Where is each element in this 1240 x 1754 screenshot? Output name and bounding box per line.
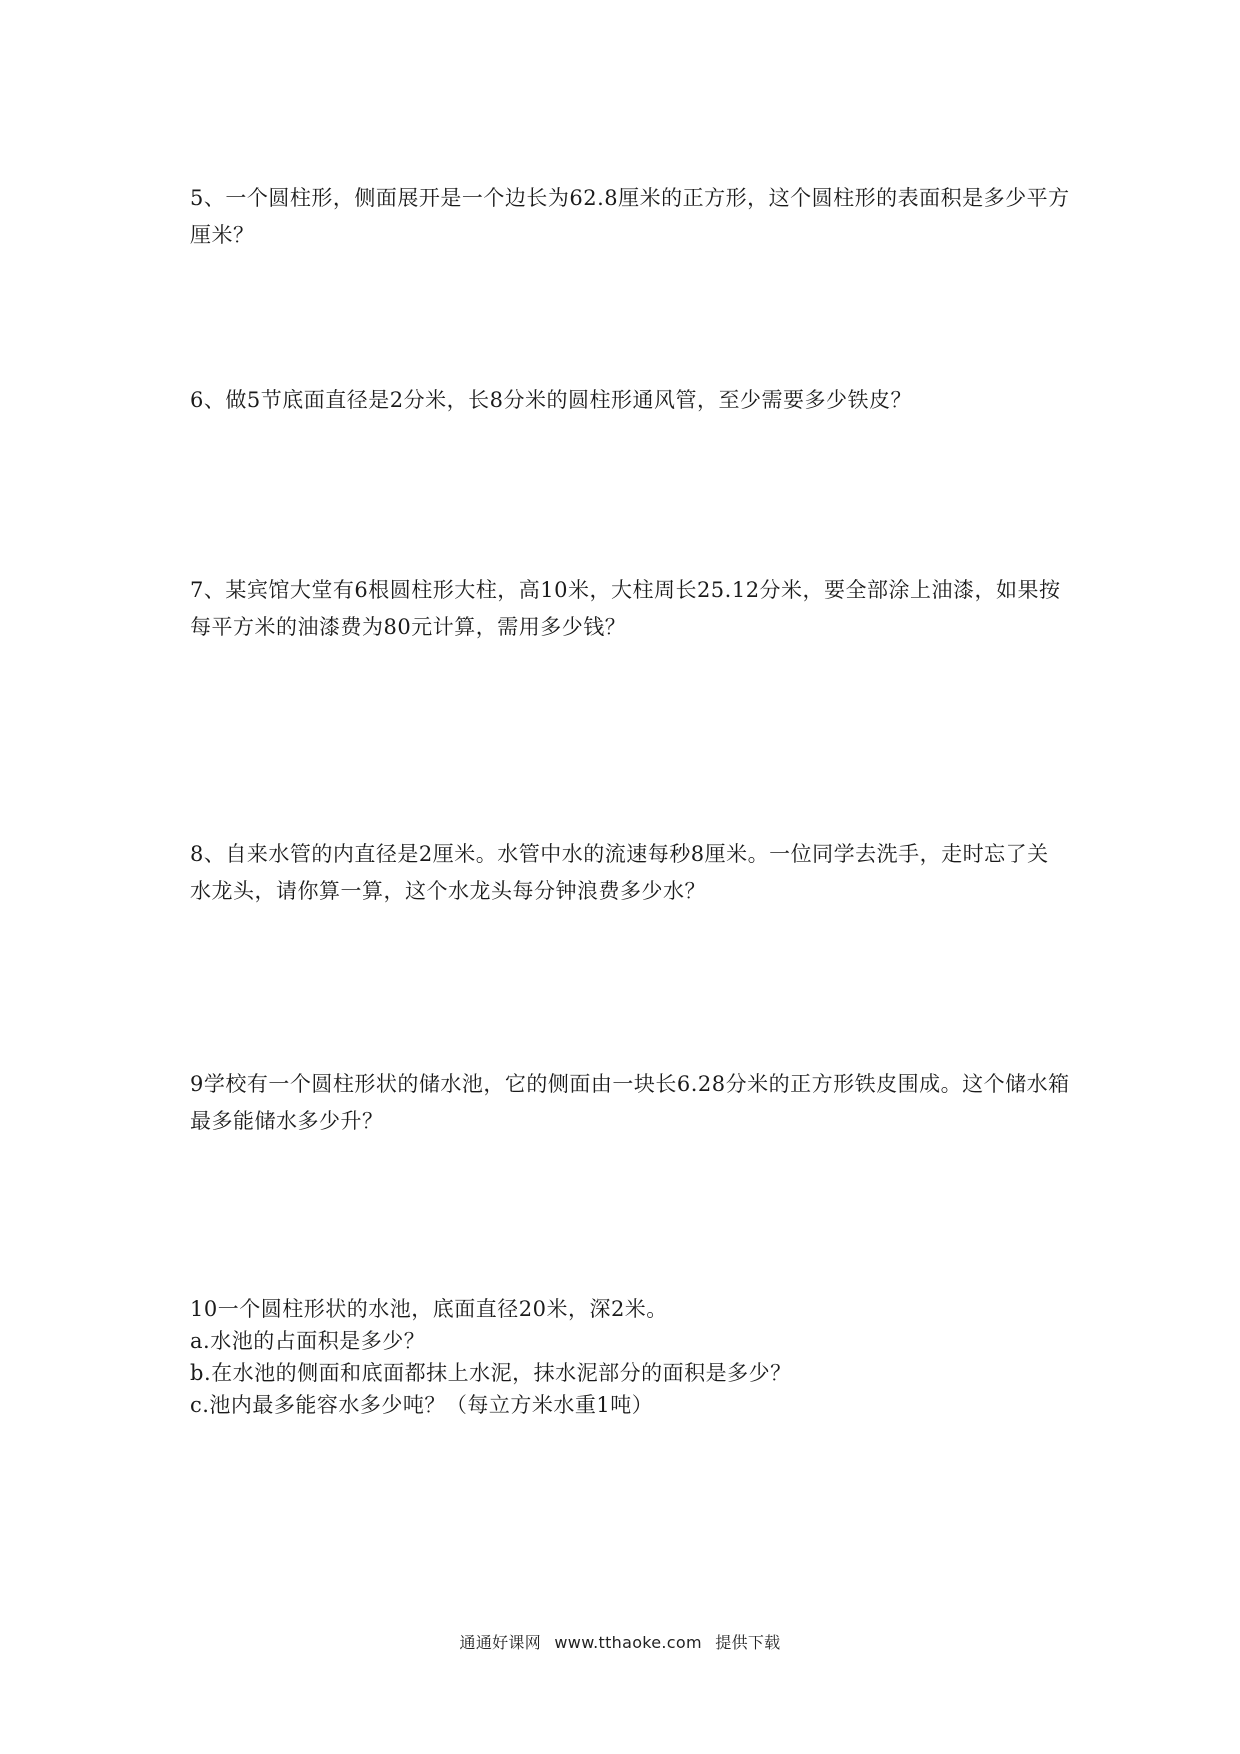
- question-6: [190, 382, 1070, 419]
- question-9: [190, 1066, 1070, 1140]
- question-10-part-b: b.在水池的侧面和底面都抹上水泥，抹水泥部分的面积是多少？: [190, 1361, 792, 1385]
- question-7: [190, 572, 1070, 646]
- page-footer: [0, 1630, 1240, 1653]
- question-10-stem: 10一个圆柱形状的水池，底面直径20米，深2米。: [190, 1297, 668, 1321]
- question-9-text: 9学校有一个圆柱形状的储水池，它的侧面由一块长6.28分米的正方形铁皮围成。这个储水箱最多能储水多少升？: [190, 1072, 1070, 1133]
- question-5: [190, 180, 1070, 254]
- question-5-text: 5、一个圆柱形，侧面展开是一个边长为62.8厘米的正方形，这个圆柱形的表面积是多少平方厘米？: [190, 186, 1070, 247]
- question-8: [190, 836, 1070, 910]
- question-8-text: 8、自来水管的内直径是2厘米。水管中水的流速每秒8厘米。一位同学去洗手，走时忘了关水龙头，请你算一算，这个水龙头每分钟浪费多少水？: [190, 842, 1049, 903]
- question-10: [190, 1293, 1070, 1421]
- question-7-text: 7、某宾馆大堂有6根圆柱形大柱，高10米，大柱周长25.12分米，要全部涂上油漆，如果按每平方米的油漆费为80元计算，需用多少钱？: [190, 578, 1061, 639]
- footer-site-name: 通通好课网: [459, 1633, 542, 1652]
- footer-suffix: 提供下载: [715, 1633, 781, 1652]
- footer-url[interactable]: www.tthaoke.com: [554, 1633, 702, 1652]
- question-6-text: 6、做5节底面直径是2分米，长8分米的圆柱形通风管，至少需要多少铁皮？: [190, 388, 912, 412]
- question-10-part-a: a.水池的占面积是多少？: [190, 1329, 426, 1353]
- question-10-part-c: c.池内最多能容水多少吨？（每立方米水重1吨）: [190, 1393, 654, 1417]
